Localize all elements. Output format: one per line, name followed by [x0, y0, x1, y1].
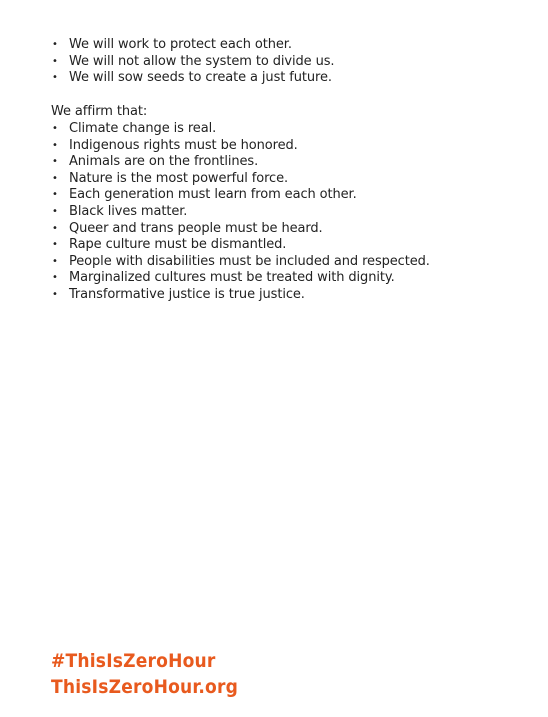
- list-item: [51, 37, 334, 54]
- bullet-icon: •: [52, 205, 58, 217]
- hashtag-text: #ThisIsZeroHour: [51, 650, 216, 672]
- website-link[interactable]: ThisIsZeroHour.org: [51, 676, 239, 698]
- list-item: [51, 204, 430, 221]
- list-item: [51, 254, 430, 271]
- list-item-text: We will sow seeds to create a just future.: [69, 70, 332, 86]
- list-item-text: Climate change is real.: [69, 121, 217, 136]
- list-item: [51, 138, 430, 155]
- bullet-icon: •: [52, 255, 58, 267]
- bullet-icon: •: [52, 156, 58, 168]
- bullet-icon: •: [52, 39, 58, 50]
- affirm-list: [51, 121, 430, 304]
- list-item: [51, 70, 334, 87]
- bullet-icon: •: [52, 55, 58, 67]
- list-item-text: Indigenous rights must be honored.: [69, 137, 298, 153]
- list-item-text: We will work to protect each other.: [69, 37, 292, 52]
- bullet-icon: •: [52, 123, 58, 134]
- bullet-icon: •: [52, 139, 58, 151]
- list-item: [51, 270, 430, 287]
- bullet-icon: •: [52, 239, 58, 251]
- list-item-text: Black lives matter.: [69, 203, 188, 219]
- list-item: [51, 287, 430, 304]
- bullet-icon: •: [52, 288, 58, 300]
- list-item-text: We will not allow the system to divide us.: [69, 53, 335, 69]
- list-item: [51, 221, 430, 238]
- list-item-text: Queer and trans people must be heard.: [69, 220, 323, 236]
- bullet-icon: •: [52, 272, 58, 284]
- list-item: [51, 237, 430, 254]
- footer-brand: [51, 648, 238, 700]
- list-item-text: Animals are on the frontlines.: [69, 154, 259, 170]
- bullet-icon: •: [52, 72, 58, 84]
- list-item: [51, 187, 430, 204]
- list-item: [51, 54, 334, 71]
- list-item: [51, 171, 430, 188]
- list-item-text: Marginalized cultures must be treated with dignity.: [69, 270, 395, 286]
- list-item: [51, 121, 430, 138]
- list-item-text: Transformative justice is true justice.: [69, 286, 305, 302]
- list-item: [51, 154, 430, 171]
- list-item-text: People with disabilities must be included and respected.: [69, 253, 430, 269]
- affirm-intro: We affirm that:: [51, 104, 148, 119]
- list-item-text: Rape culture must be dismantled.: [69, 237, 287, 253]
- bullet-icon: •: [52, 222, 58, 234]
- list-item-text: Nature is the most powerful force.: [69, 170, 289, 186]
- bullet-icon: •: [52, 189, 58, 201]
- pledge-list: [51, 37, 334, 87]
- list-item-text: Each generation must learn from each other.: [69, 187, 357, 203]
- bullet-icon: •: [52, 172, 58, 184]
